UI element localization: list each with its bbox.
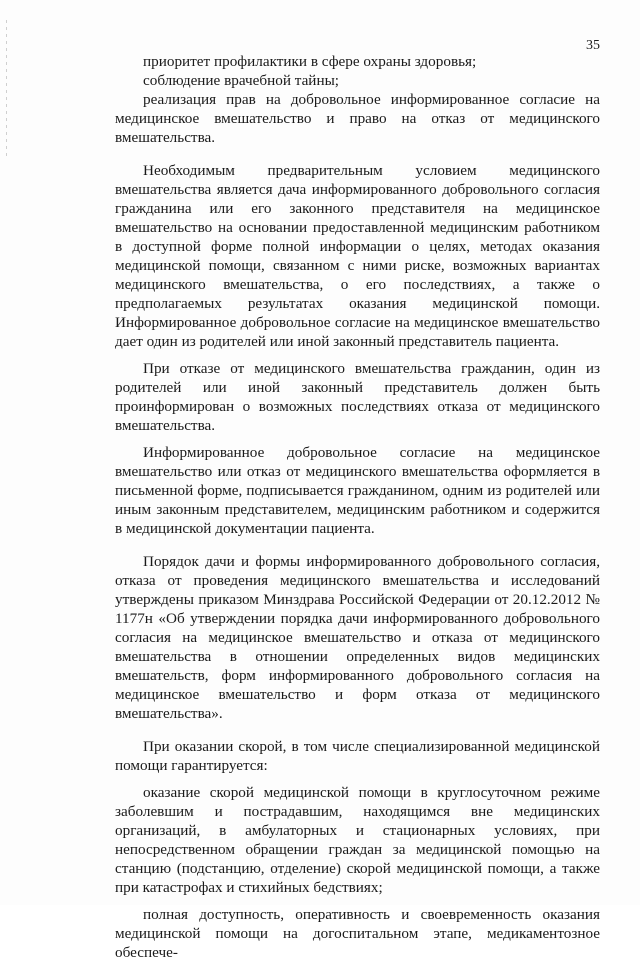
page-number: 35 (586, 38, 600, 53)
list-item-round-the-clock-care: оказание скорой медицинской помощи в круглосуточном режиме заболевшим и пострадавшим, находящимся вне медицинских организаций, в амбулаторных и стационарных условиях, при непосредственном обращении граждан за медицинской помощью на станцию (подстанцию, отделение) скорой медицинской помощи, а также при катастрофах и стихийных бедствиях; (115, 784, 600, 896)
paragraph-consent-written-form: Информированное добровольное согласие на медицинское вмешательство или отказ от медицинского вмешательства оформляется в письменной форме, подписывается гражданином, одним из родителей или иным законным представителем, медицинским работником и содержится в медицинской документации пациента. (115, 444, 600, 537)
paragraph-emergency-care-guarantees: При оказании скорой, в том числе специализированной медицинской помощи гарантируется: (115, 738, 600, 774)
list-item-prevention-priority: приоритет профилактики в сфере охраны здоровья; (143, 53, 477, 70)
list-item-medical-confidentiality: соблюдение врачебной тайны; (143, 72, 339, 89)
paragraph-consent-order: Порядок дачи и формы информированного добровольного согласия, отказа от проведения медицинского вмешательства и исследований утверждены приказом Минздрава Российской Федерации от 20.12.2012 № 1177н «Об утверждении порядка дачи информированного добровольного согласия на медицинское вмешательство и отказа от медицинского вмешательства в отношении определенных видов медицинских вмешательств, форм информированного добровольного согласия на медицинское вмешательство и форм отказа от медицинского вмешательства». (115, 553, 600, 722)
scan-edge-marks (6, 20, 7, 160)
document-body (115, 52, 600, 962)
list-item-informed-consent-rights: реализация прав на добровольное информированное согласие на медицинское вмешательство и право на отказ от медицинского вмешательства. (115, 91, 600, 146)
paragraph-consent-precondition: Необходимым предварительным условием медицинского вмешательства является дача информированного добровольного согласия гражданина или его законного представителя на медицинское вмешательство на основании предоставленной медицинским работником в доступной форме полной информации о целях, методах оказания медицинской помощи, связанном с ними риске, возможных вариантах медицинского вмешательства, о его последствиях, а также о предполагаемых результатах оказания медицинской помощи. Информированное добровольное согласие на медицинское вмешательство дает один из родителей или иной законный представитель пациента. (115, 162, 600, 350)
paragraph-refusal-consequences: При отказе от медицинского вмешательства гражданин, один из родителей или иной законный представитель должен быть проинформирован о возможных последствиях отказа от медицинского вмешательства. (115, 360, 600, 434)
list-item-care-accessibility: полная доступность, оперативность и своевременность оказания медицинской помощи на догоспитальном этапе, медикаментозное обеспече- (115, 906, 600, 961)
